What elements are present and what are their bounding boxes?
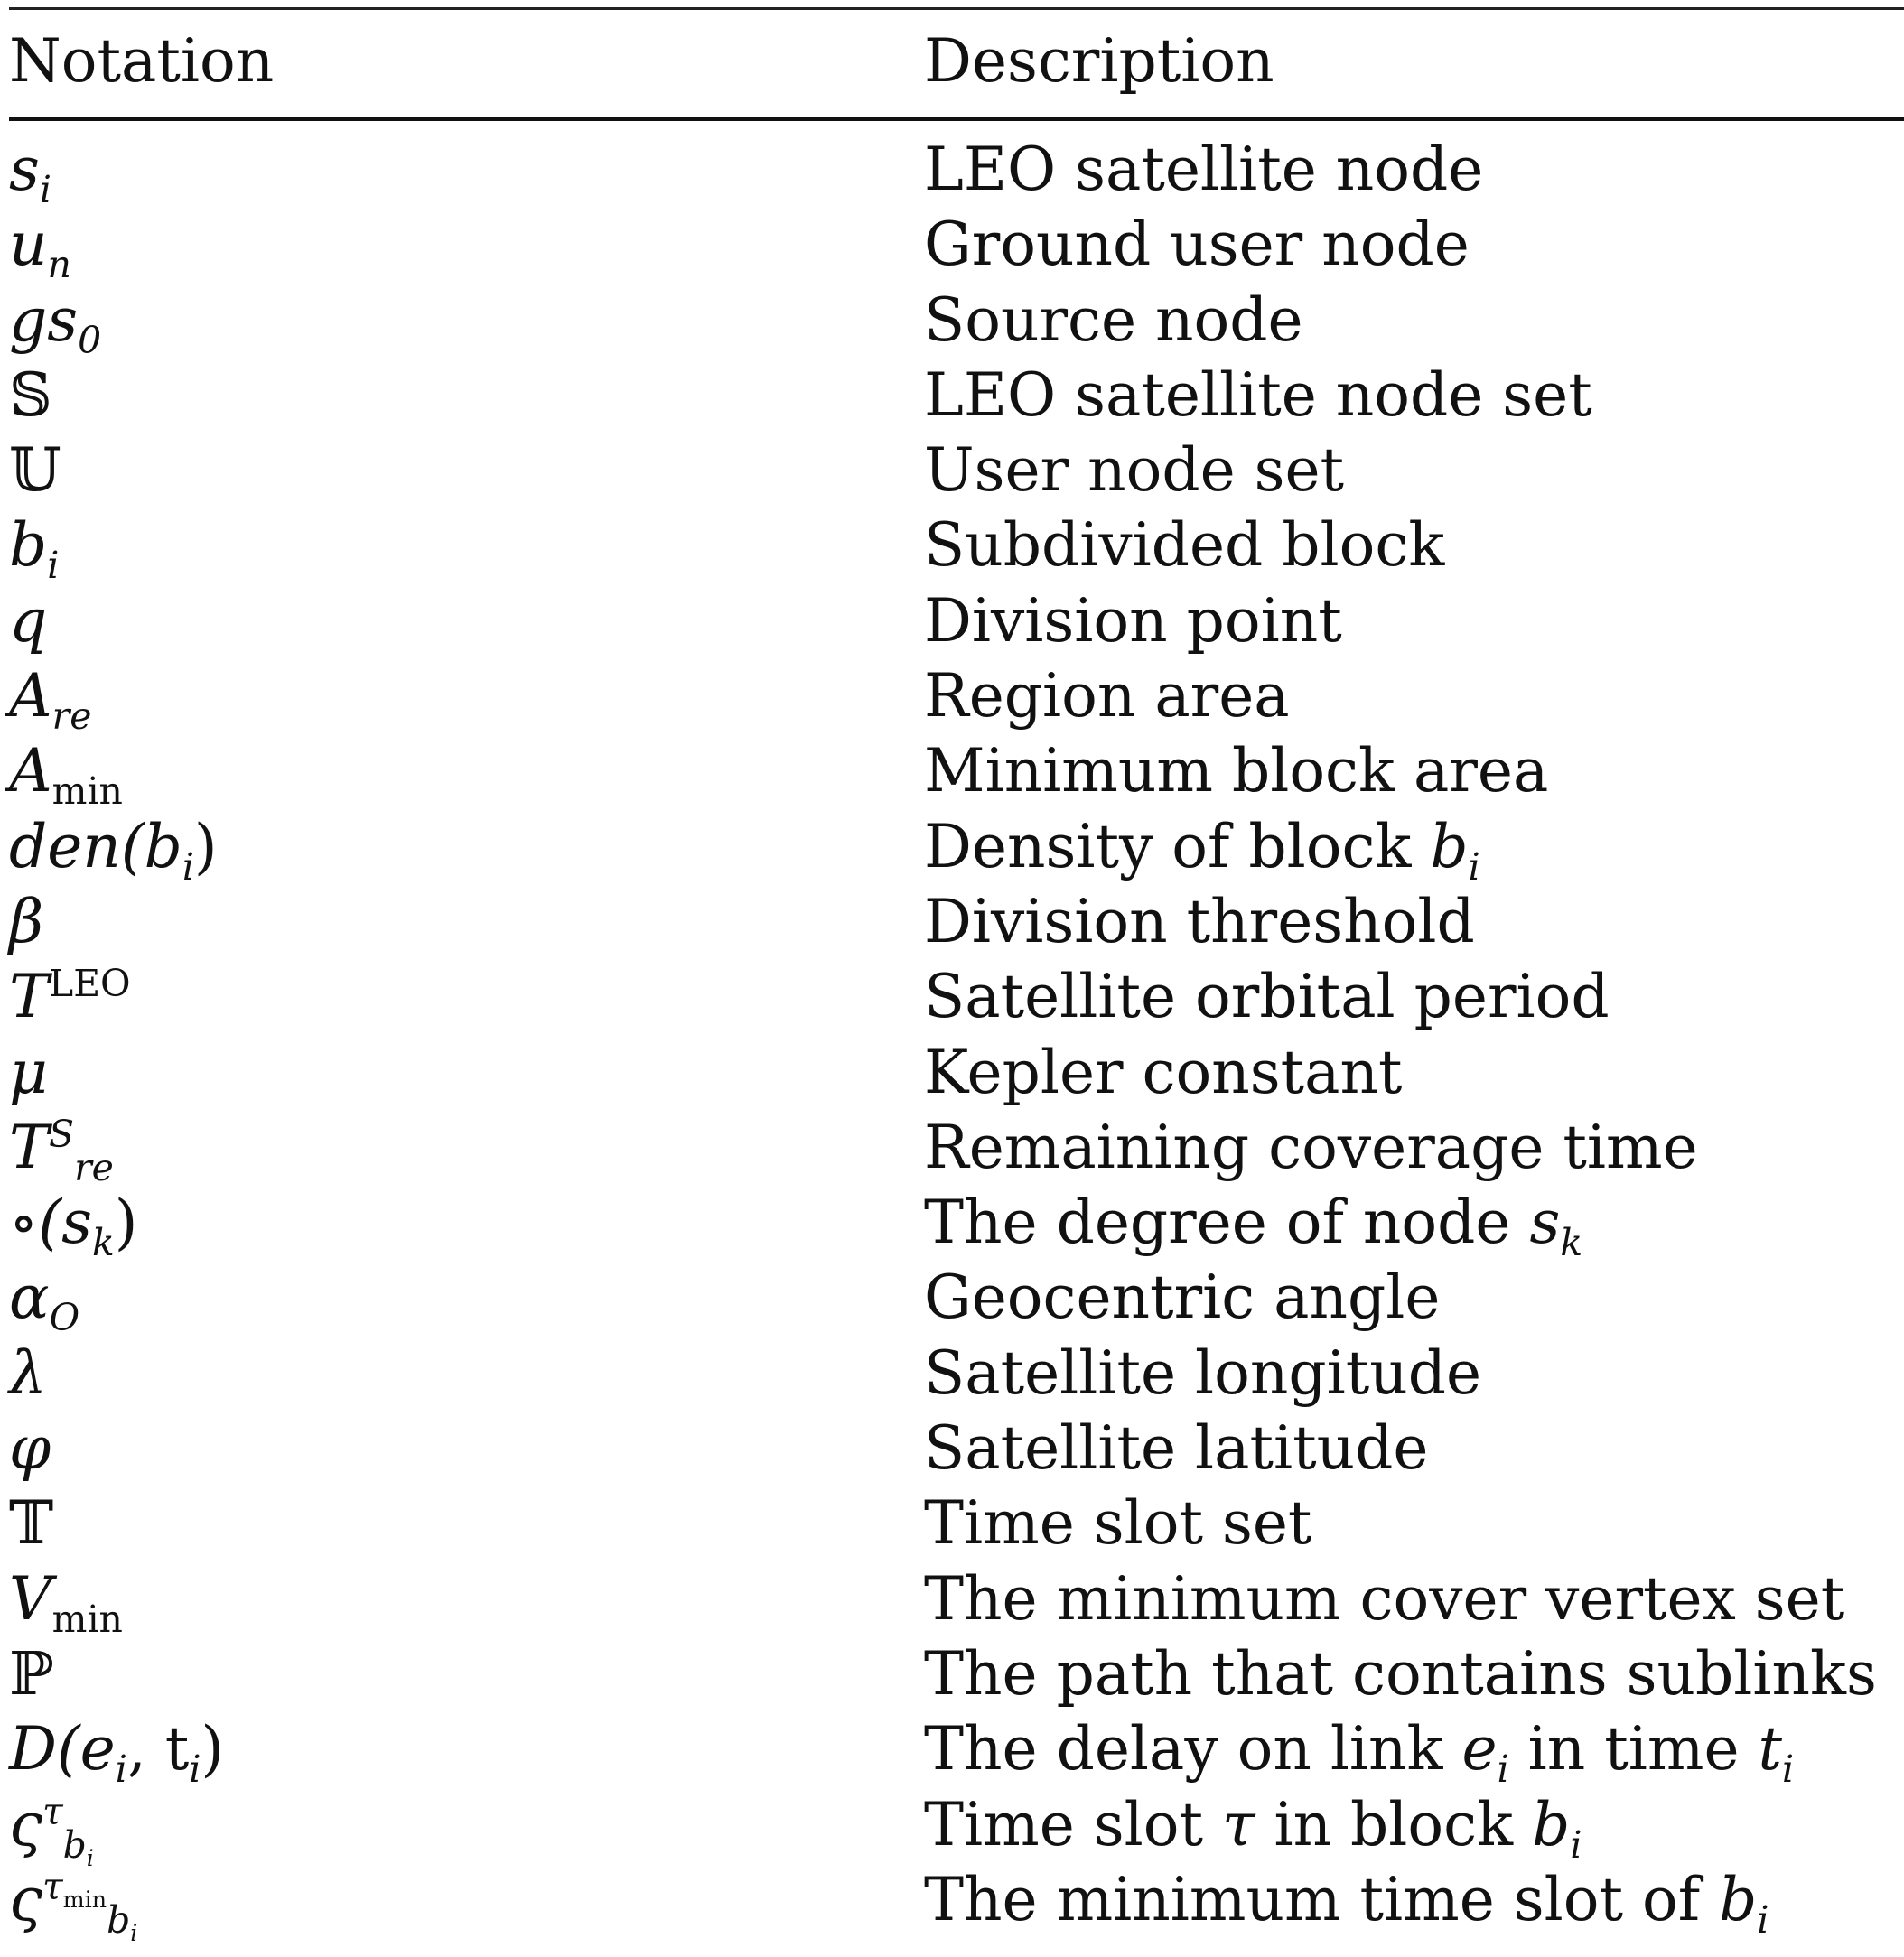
notation-cell bbox=[9, 1638, 54, 1710]
table-row bbox=[9, 811, 1904, 889]
table-row bbox=[9, 1864, 1904, 1947]
notation-symbol: T bbox=[9, 1112, 50, 1182]
notation-cell bbox=[9, 961, 131, 1033]
description-cell bbox=[924, 886, 1475, 958]
notation-subscript: i bbox=[39, 168, 51, 212]
table-row bbox=[9, 434, 1904, 509]
table-body bbox=[9, 134, 1904, 1947]
description-text: Geocentric angle bbox=[924, 1263, 1441, 1333]
table-row bbox=[9, 1713, 1904, 1792]
notation-symbol: ℙ bbox=[9, 1638, 54, 1709]
notation-symbol: T bbox=[9, 962, 50, 1032]
notation-symbol: λ bbox=[9, 1337, 47, 1408]
notation-symbol: 𝕌 bbox=[9, 435, 61, 506]
description-text: Satellite latitude bbox=[924, 1413, 1429, 1484]
description-text: LEO satellite node set bbox=[924, 359, 1592, 430]
description-text: Division threshold bbox=[924, 886, 1475, 956]
description-text: Density of block bbox=[924, 811, 1431, 881]
description-cell bbox=[924, 1638, 1877, 1710]
description-cell bbox=[924, 961, 1610, 1033]
description-cell bbox=[924, 434, 1344, 507]
notation-superscript-sub: min bbox=[62, 1886, 107, 1913]
notation-subscript-sub: i bbox=[86, 1843, 94, 1871]
description-cell bbox=[924, 359, 1592, 432]
notation-cell bbox=[9, 1789, 94, 1871]
description-text: LEO satellite node bbox=[924, 135, 1484, 204]
notation-subscript-2: i bbox=[189, 1747, 201, 1792]
notation-cell bbox=[9, 886, 43, 958]
notation-symbol: α bbox=[9, 1263, 50, 1333]
description-cell bbox=[924, 1037, 1403, 1109]
description-text: Remaining coverage time bbox=[924, 1112, 1698, 1182]
description-math: s bbox=[1529, 1188, 1561, 1258]
notation-subscript: re bbox=[51, 694, 92, 739]
notation-tail-2: ) bbox=[201, 1714, 225, 1785]
notation-cell bbox=[9, 1864, 138, 1947]
table-row bbox=[9, 961, 1904, 1036]
description-text: Satellite longitude bbox=[924, 1337, 1482, 1408]
table-row bbox=[9, 284, 1904, 362]
notation-subscript: re bbox=[74, 1146, 114, 1190]
notation-cell bbox=[9, 1563, 123, 1641]
notation-subscript: O bbox=[49, 1296, 80, 1340]
notation-cell bbox=[9, 811, 218, 889]
description-text: The minimum time slot of bbox=[924, 1864, 1720, 1934]
description-text: Kepler constant bbox=[924, 1037, 1403, 1107]
notation-cell bbox=[9, 1487, 53, 1560]
notation-superscript: τmin bbox=[42, 1864, 107, 1913]
table-row bbox=[9, 660, 1904, 739]
description-text: Ground user node bbox=[924, 210, 1470, 280]
table-row bbox=[9, 359, 1904, 434]
notation-superscript: S bbox=[49, 1112, 75, 1156]
table-row bbox=[9, 585, 1904, 660]
table-row bbox=[9, 1638, 1904, 1713]
top-rule bbox=[9, 7, 1904, 10]
notation-subscript: bi bbox=[62, 1822, 94, 1871]
notation-cell bbox=[9, 1337, 47, 1410]
notation-cell bbox=[9, 434, 61, 507]
notation-symbol: ς bbox=[9, 1789, 42, 1859]
notation-subscript: min bbox=[51, 769, 123, 814]
description-cell bbox=[924, 1487, 1311, 1560]
notation-symbol: den(b bbox=[9, 811, 182, 881]
description-text: Time slot set bbox=[924, 1488, 1312, 1559]
notation-symbol: 𝕊 bbox=[9, 359, 52, 430]
description-cell bbox=[924, 134, 1483, 206]
notation-cell bbox=[9, 1412, 51, 1485]
description-text: Region area bbox=[924, 661, 1290, 732]
notation-subscript: 0 bbox=[78, 318, 102, 362]
description-math-2: t bbox=[1758, 1714, 1783, 1785]
notation-tail: , t bbox=[126, 1714, 190, 1785]
notation-subscript: bi bbox=[107, 1898, 138, 1947]
notation-symbol: A bbox=[9, 736, 52, 806]
description-cell bbox=[924, 660, 1290, 732]
notation-tail: ) bbox=[193, 811, 218, 881]
description-cell bbox=[924, 1187, 1583, 1265]
description-cell bbox=[924, 1864, 1769, 1943]
description-text: Division point bbox=[924, 585, 1342, 656]
notation-symbol: D(e bbox=[9, 1714, 116, 1785]
table-row bbox=[9, 886, 1904, 961]
table-row bbox=[9, 1563, 1904, 1641]
notation-symbol: s bbox=[9, 135, 40, 204]
description-text: Time slot bbox=[924, 1789, 1222, 1859]
description-cell bbox=[924, 209, 1470, 281]
description-cell bbox=[924, 284, 1303, 357]
notation-cell bbox=[9, 509, 60, 588]
notation-cell bbox=[9, 585, 47, 657]
table-row bbox=[9, 209, 1904, 287]
description-math: τ bbox=[1221, 1789, 1255, 1859]
description-cell bbox=[924, 735, 1548, 807]
header-rule bbox=[9, 117, 1904, 121]
notation-symbol: V bbox=[9, 1563, 52, 1634]
notation-subscript-sub: i bbox=[130, 1919, 138, 1947]
description-cell bbox=[924, 1789, 1582, 1867]
description-text: The minimum cover vertex set bbox=[924, 1563, 1845, 1634]
description-cell bbox=[924, 1337, 1481, 1410]
notation-cell bbox=[9, 735, 123, 814]
description-text: Source node bbox=[924, 284, 1303, 355]
notation-symbol: ς bbox=[9, 1864, 42, 1934]
notation-superscript: LEO bbox=[49, 962, 131, 1006]
notation-subscript: i bbox=[47, 544, 60, 588]
notation-subscript: i bbox=[182, 844, 194, 889]
notation-cell bbox=[9, 1187, 138, 1265]
notation-symbol: q bbox=[9, 585, 48, 656]
notation-symbol: 𝕋 bbox=[9, 1488, 54, 1559]
notation-cell bbox=[9, 1112, 114, 1190]
table-row bbox=[9, 1187, 1904, 1265]
notation-cell bbox=[9, 359, 52, 432]
notation-subscript: n bbox=[47, 243, 71, 287]
description-cell bbox=[924, 1713, 1795, 1792]
table-row bbox=[9, 1262, 1904, 1340]
description-math-sub-2: i bbox=[1782, 1747, 1795, 1792]
table-row bbox=[9, 1037, 1904, 1112]
notation-cell bbox=[9, 1037, 48, 1109]
notation-subscript: k bbox=[91, 1221, 115, 1265]
description-math-sub: i bbox=[1757, 1898, 1769, 1943]
table-row bbox=[9, 1112, 1904, 1190]
notation-symbol: ∘(s bbox=[9, 1188, 92, 1258]
description-cell bbox=[924, 1262, 1440, 1334]
notation-cell bbox=[9, 134, 51, 212]
notation-superscript: τ bbox=[42, 1789, 63, 1833]
table-row bbox=[9, 1487, 1904, 1562]
notation-subscript: min bbox=[51, 1597, 123, 1641]
description-cell bbox=[924, 811, 1480, 889]
description-math-2: b bbox=[1532, 1789, 1571, 1859]
notation-cell bbox=[9, 284, 102, 362]
description-text: Subdivided block bbox=[924, 510, 1445, 581]
description-text: User node set bbox=[924, 435, 1345, 506]
description-text-2: in block bbox=[1255, 1789, 1533, 1859]
description-cell bbox=[924, 1563, 1844, 1635]
notation-symbol: gs bbox=[9, 284, 79, 355]
table-row bbox=[9, 735, 1904, 814]
description-cell bbox=[924, 1112, 1698, 1184]
description-text-2: in time bbox=[1508, 1714, 1759, 1785]
notation-cell bbox=[9, 660, 92, 739]
description-math-sub: k bbox=[1560, 1221, 1583, 1265]
notation-symbol: b bbox=[9, 510, 48, 581]
description-math: b bbox=[1430, 811, 1469, 881]
notation-tail: ) bbox=[114, 1188, 138, 1258]
description-math-sub: i bbox=[1497, 1747, 1509, 1792]
notation-symbol: β bbox=[9, 886, 44, 956]
notation-symbol: μ bbox=[9, 1037, 48, 1107]
description-cell bbox=[924, 1412, 1428, 1485]
description-text: Satellite orbital period bbox=[924, 962, 1610, 1032]
description-math: e bbox=[1461, 1714, 1498, 1785]
description-math-sub-2: i bbox=[1570, 1822, 1582, 1867]
notation-cell bbox=[9, 1262, 80, 1340]
description-cell bbox=[924, 509, 1444, 582]
notation-cell bbox=[9, 1713, 225, 1792]
notation-cell bbox=[9, 209, 71, 287]
description-text: The delay on link bbox=[924, 1714, 1462, 1785]
description-math: b bbox=[1719, 1864, 1758, 1934]
description-text: The degree of node bbox=[924, 1188, 1530, 1258]
table-row bbox=[9, 1789, 1904, 1871]
notation-symbol: A bbox=[9, 661, 52, 732]
notation-symbol: u bbox=[9, 210, 48, 280]
table-row bbox=[9, 1412, 1904, 1487]
table-row bbox=[9, 134, 1904, 212]
table-row bbox=[9, 509, 1904, 588]
header-description: Description bbox=[924, 26, 1274, 96]
table-row bbox=[9, 1337, 1904, 1412]
description-text: Minimum block area bbox=[924, 736, 1549, 806]
description-math-sub: i bbox=[1468, 844, 1480, 889]
header-notation: Notation bbox=[9, 26, 275, 96]
notation-symbol: φ bbox=[9, 1413, 51, 1484]
description-text: The path that contains sublinks bbox=[924, 1638, 1877, 1709]
description-cell bbox=[924, 585, 1342, 657]
notation-subscript: i bbox=[115, 1747, 127, 1792]
